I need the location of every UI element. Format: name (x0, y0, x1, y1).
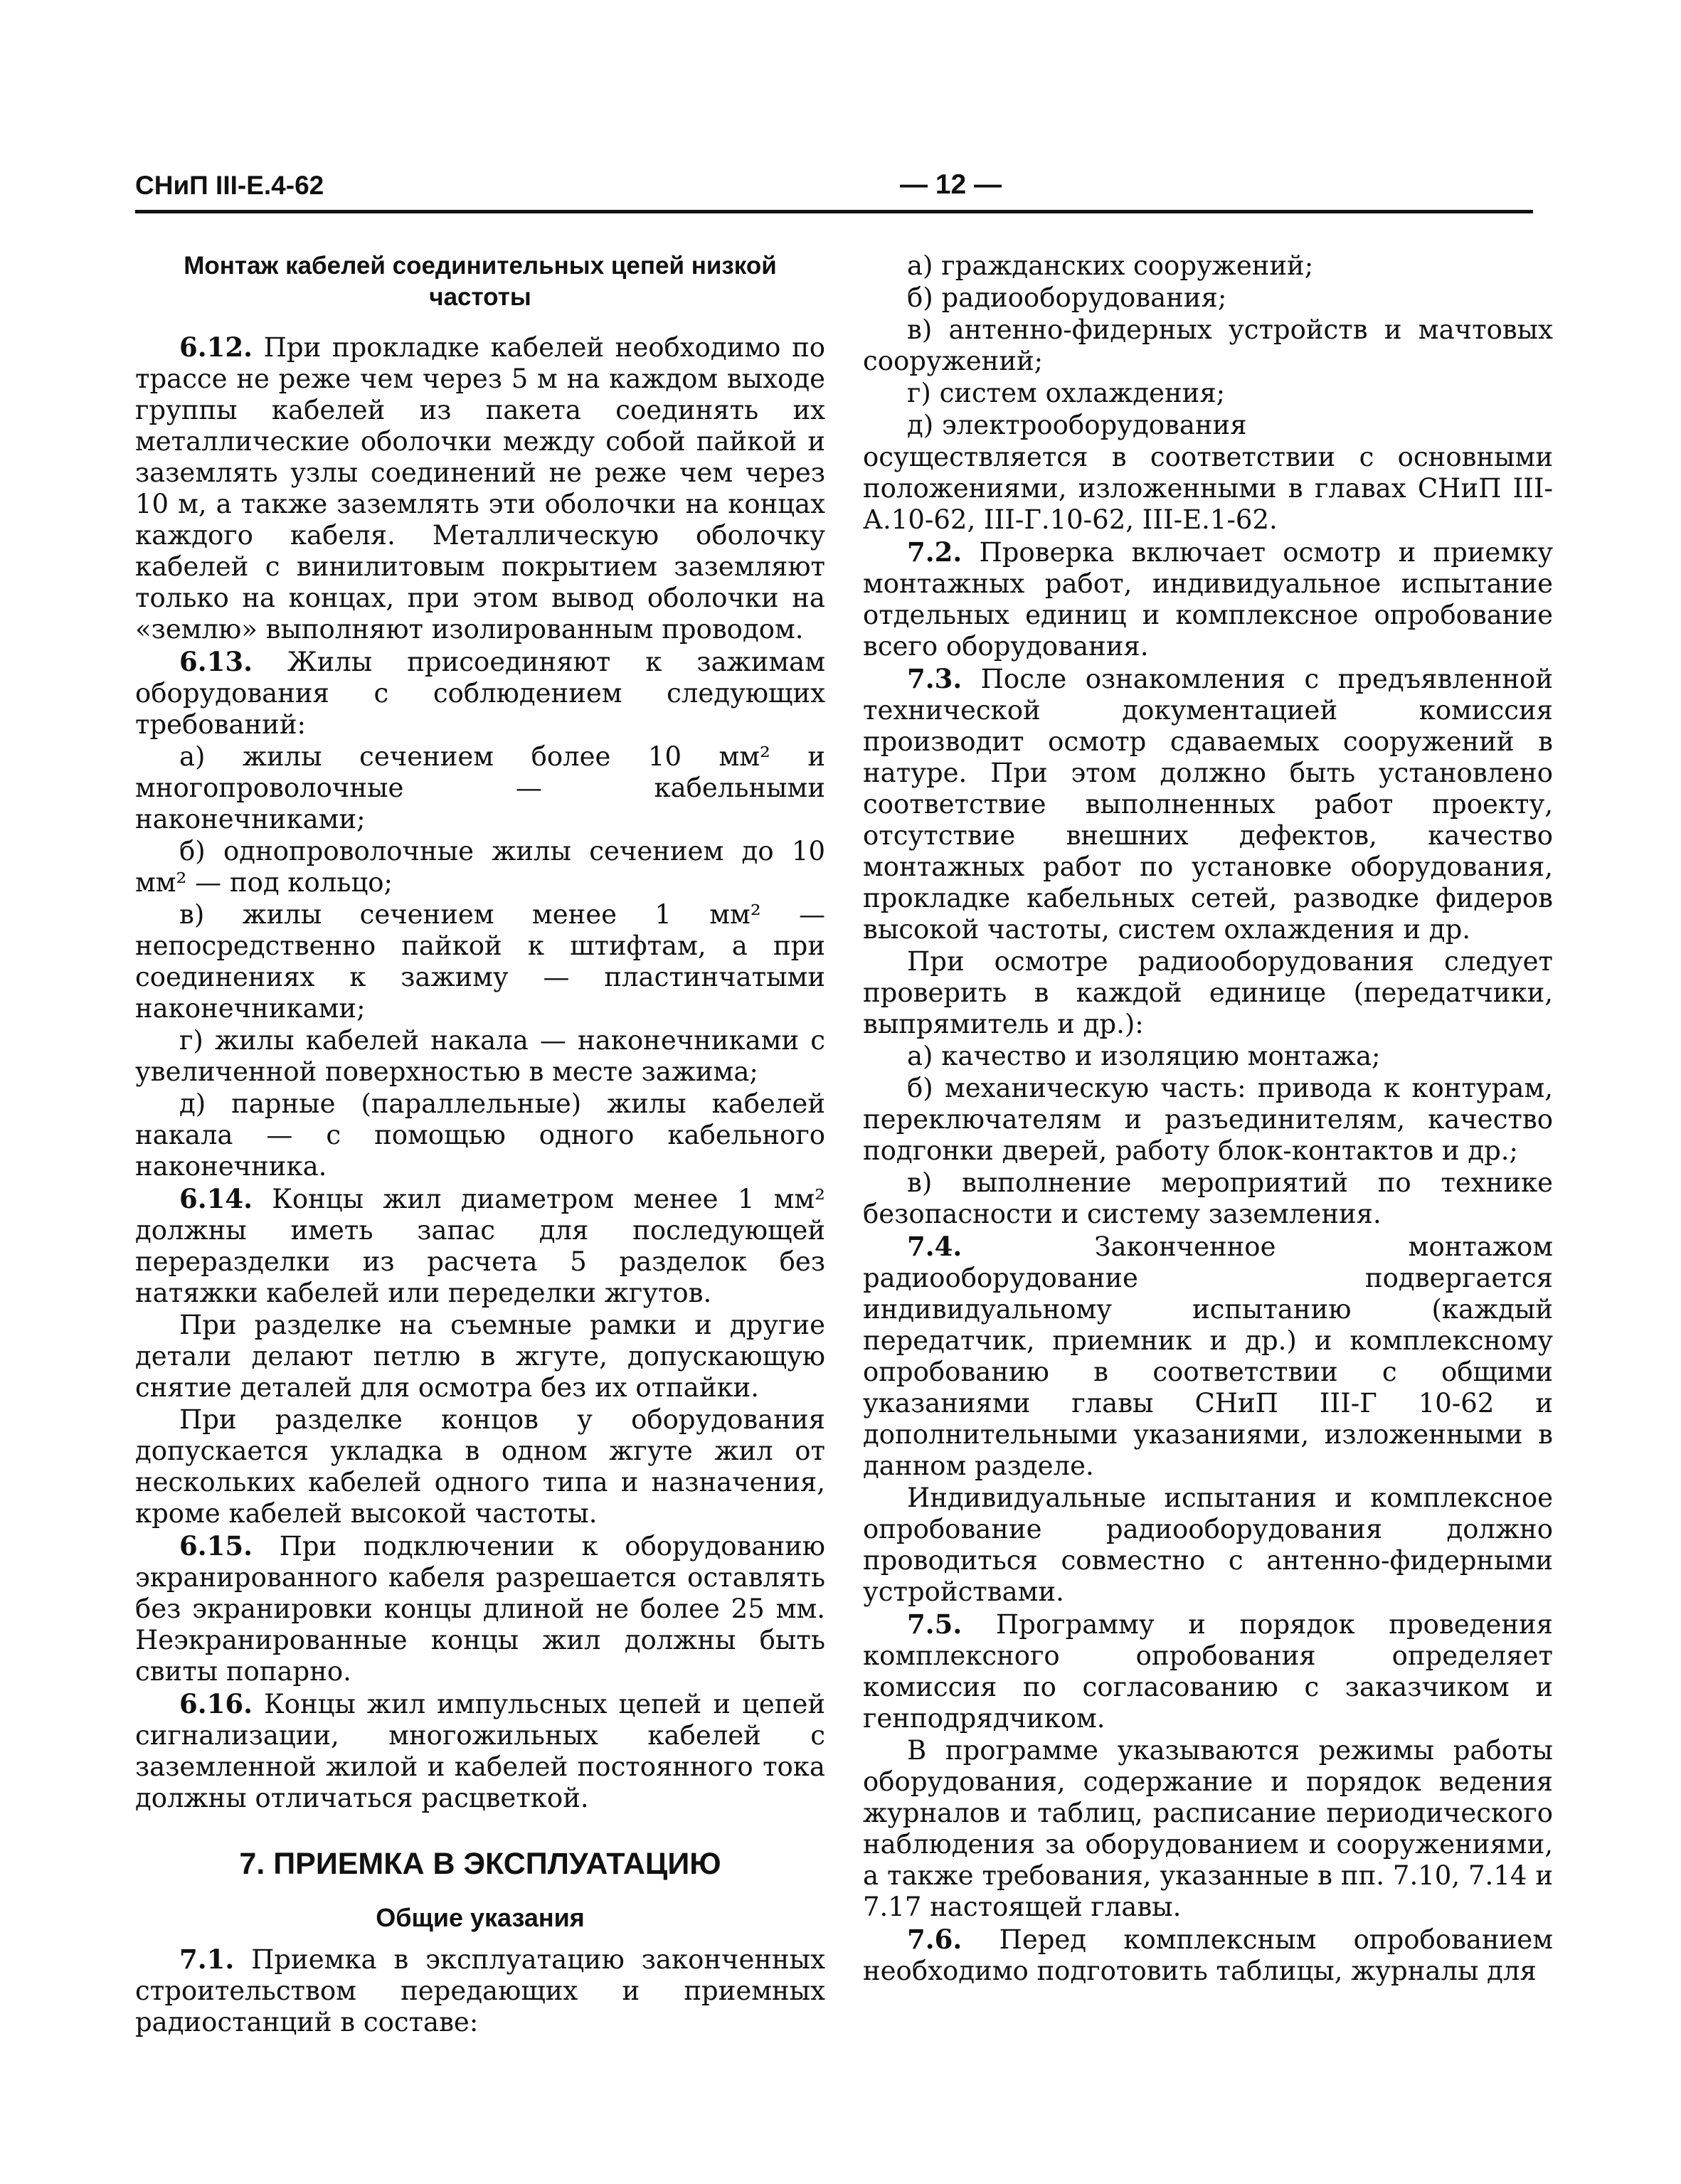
list-item: а) качество и изоляцию монтажа; (907, 1041, 1381, 1071)
clause-number: 6.16. (179, 1688, 253, 1719)
clause-number: 7.5. (907, 1608, 963, 1640)
page-number: — 12 — (900, 169, 1002, 200)
paragraph-text: При прокладке кабелей необходимо по трассе не реже чем через 5 м на каждом выходе группы кабелей из пакета соединять их металлические оболочки между собой пайкой и заземлять узлы соединений не реже чем через 10 м, а также заземлять эти оболочки на концах каждого кабеля. Металлическую оболочку кабелей с винилитовым покрытием заземляют только на концах, при этом вывод оболочки на «землю» выполняют изолированным проводом. (135, 332, 826, 645)
page-header (135, 169, 1533, 212)
list-item: б) радиооборудования; (907, 282, 1227, 313)
paragraph-text: Концы жил импульсных цепей и цепей сигнализации, многожильных кабелей с заземленной жилой и кабелей постоянного тока должны отличаться расцветкой. (135, 1689, 826, 1813)
list-item: а) гражданских сооружений; (907, 250, 1314, 281)
paragraph-text: Перед комплексным опробованием необходимо подготовить таблицы, журналы для (863, 1924, 1553, 1986)
paragraph-text: После ознакомления с предъявленной технической документацией комиссия производит осмотр сдаваемых сооружений в натуре. При этом должно быть установлено соответствие выполненных работ проекту, отсутствие внешних дефектов, качество монтажных работ по установке оборудования, прокладке кабельных сетей, разводке фидеров высокой частоты, систем охлаждения и др. (863, 664, 1553, 945)
left-column (135, 250, 825, 2038)
list-item: а) жилы сечением более 10 мм² и многопроволочные — кабельными наконечниками; (135, 741, 825, 834)
paragraph-text: Программу и порядок проведения комплексного опробования определяет комиссия по согласованию с заказчиком и генподрядчиком. (863, 1609, 1553, 1734)
paragraph-text: Жилы присоединяют к зажимам оборудования с соблюдением следующих требований: (135, 647, 825, 740)
right-column (863, 250, 1553, 1987)
clause-number: 6.15. (179, 1530, 253, 1562)
paragraph-7-2 (863, 536, 1553, 662)
paragraph-7-3 (863, 663, 1553, 945)
list-item: г) жилы кабелей накала — наконечниками с увеличенной поверхностью в месте зажима; (135, 1025, 825, 1087)
paragraph: При осмотре радиооборудования следует проверить в каждой единице (передатчики, выпрямитель и др.): (863, 946, 1553, 1039)
paragraph-7-6 (863, 1924, 1553, 1987)
list-item: в) выполнение мероприятий по технике безопасности и систему заземления. (863, 1167, 1553, 1229)
paragraph-text: Приемка в эксплуатацию законченных строительством передающих и приемных радиостанций в составе: (135, 1944, 825, 2037)
clause-number: 6.13. (179, 646, 253, 677)
list-item: б) однопроволочные жилы сечением до 10 мм² — под кольцо; (135, 836, 825, 898)
paragraph: Индивидуальные испытания и комплексное опробование радиооборудования должно проводиться совместно с антенно-фидерными устройствами. (863, 1483, 1553, 1607)
paragraph-7-1 (135, 1944, 825, 2038)
paragraph: При разделке на съемные рамки и другие детали делают петлю в жгуте, допускающую снятие деталей для осмотра без их отпайки. (135, 1310, 825, 1403)
paragraph: При разделке концов у оборудования допускается укладка в одном жгуте жил от нескольких кабелей одного типа и назначения, кроме кабелей высокой частоты. (135, 1404, 825, 1529)
paragraph-7-5 (863, 1608, 1553, 1734)
section-heading: 7. ПРИЕМКА В ЭКСПЛУАТАЦИЮ (239, 1847, 721, 1881)
clause-number: 7.6. (907, 1924, 963, 1955)
clause-number: 6.14. (179, 1183, 253, 1214)
clause-number: 6.12. (179, 332, 253, 363)
list-item: д) парные (параллельные) жилы кабелей накала — с помощью одного кабельного наконечника. (135, 1088, 825, 1182)
paragraph-7-4 (863, 1231, 1553, 1482)
clause-number: 7.1. (179, 1944, 235, 1975)
paragraph-6-13 (135, 646, 825, 741)
paragraph: В программе указываются режимы работы оборудования, содержание и порядок ведения журналов и таблиц, расписание периодического наблюдения за оборудованием и сооружениями, а также требования, указанные в пп. 7.10, 7.14 и 7.17 настоящей главы. (863, 1735, 1553, 1922)
list-item: в) антенно-фидерных устройств и мачтовых сооружений; (863, 314, 1553, 376)
paragraph-6-16 (135, 1688, 825, 1814)
subsection-heading: Монтаж кабелей соединительных цепей низкой частоты (184, 252, 777, 311)
paragraph-6-14 (135, 1183, 825, 1309)
header-divider (135, 210, 1533, 213)
list-item: б) механическую часть: привода к контурам, переключателям и разъединителям, качество подгонки дверей, работу блок-контактов и др.; (863, 1073, 1553, 1166)
paragraph-text: Законченное монтажом радиооборудование подвергается индивидуальному испытанию (каждый передатчик, приемник и др.) и комплексному опробованию в соответствии с общими указаниями главы СНиП III-Г 10-62 и дополнительными указаниями, изложенными в данном разделе. (863, 1231, 1553, 1481)
paragraph: осуществляется в соответствии с основными положениями, изложенными в главах СНиП III-А.10-62, III-Г.10-62, III-Е.1-62. (863, 442, 1553, 535)
list-item: г) систем охлаждения; (907, 378, 1226, 408)
paragraph-6-12 (135, 332, 825, 645)
paragraph-text: При подключении к оборудованию экранированного кабеля разрешается оставлять без экранировки концы длиной не более 25 мм. Неэкранированные концы жил должны быть свиты попарно. (135, 1531, 826, 1687)
document-code: СНиП III-Е.4-62 (135, 171, 324, 200)
paragraph-text: Проверка включает осмотр и приемку монтажных работ, индивидуальное испытание отдельных единиц и комплексное опробование всего оборудования. (863, 537, 1554, 662)
clause-number: 7.3. (907, 663, 963, 694)
clause-number: 7.2. (907, 536, 963, 568)
paragraph-text: Концы жил диаметром менее 1 мм² должны иметь запас для последующей переразделки из расчета 5 разделок без натяжки кабелей или переделки жгутов. (135, 1184, 825, 1308)
clause-number: 7.4. (907, 1231, 963, 1262)
list-item: в) жилы сечением менее 1 мм² — непосредственно пайкой к штифтам, а при соединениях к зажиму — пластинчатыми наконечниками; (135, 899, 825, 1024)
subsection-heading: Общие указания (376, 1903, 585, 1932)
list-item: д) электрооборудования (907, 410, 1247, 440)
paragraph-6-15 (135, 1530, 825, 1687)
